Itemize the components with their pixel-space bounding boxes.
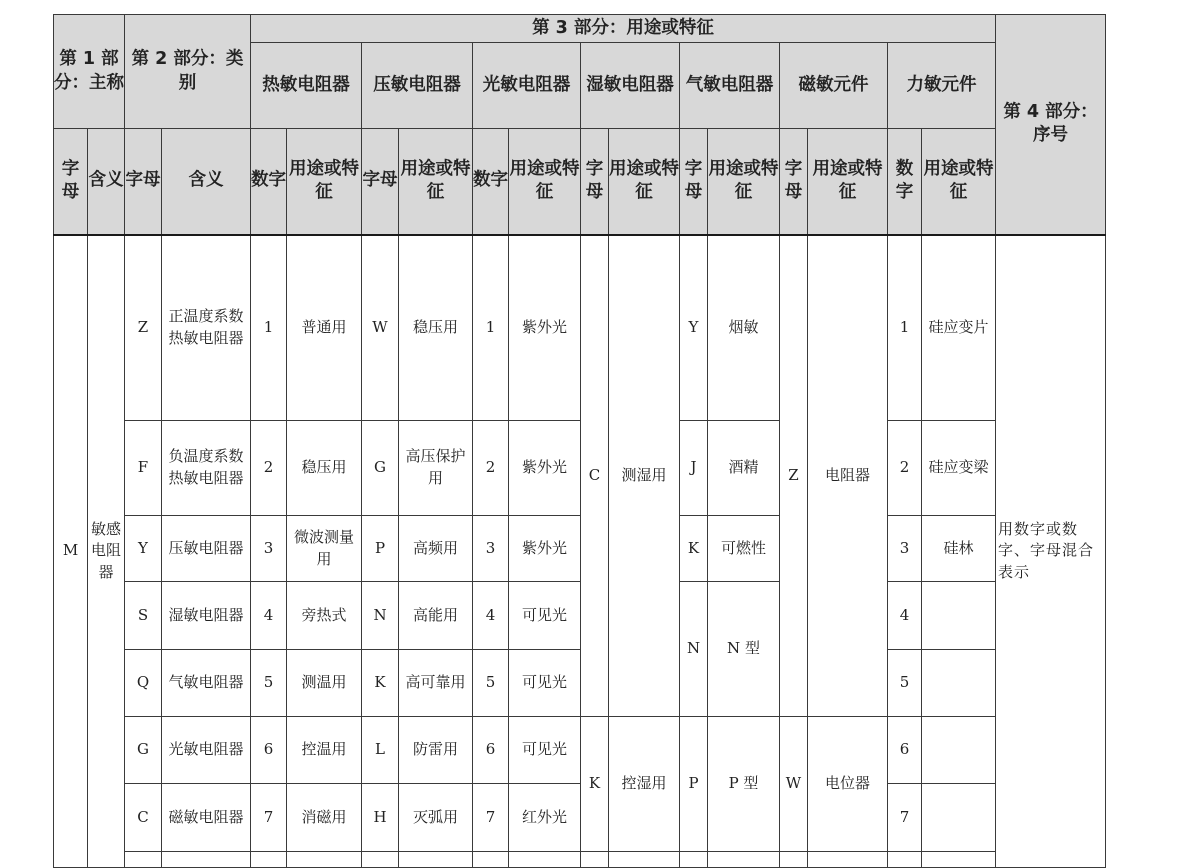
photo-digit: 5 <box>473 650 509 717</box>
category-code: Q <box>125 650 162 717</box>
varistor-letter: P <box>362 516 399 582</box>
force-digit: 3 <box>888 516 922 582</box>
varistor-use: 防雷用 <box>399 717 473 784</box>
force-digit: 4 <box>888 582 922 650</box>
varistor-letter: W <box>362 235 399 421</box>
photo-digit: 3 <box>473 516 509 582</box>
col-use: 用途或特征 <box>808 129 888 235</box>
thermistor-use: 测温用 <box>287 650 362 717</box>
photo-digit: 6 <box>473 717 509 784</box>
force-use: 硅应变梁 <box>922 421 996 516</box>
photo-use: 可见光 <box>509 650 581 717</box>
thermistor-use: 微波测量用 <box>287 516 362 582</box>
photo-use: 可见光 <box>509 582 581 650</box>
magnetic-use: 电阻器 <box>808 235 888 717</box>
force-use: 硅应变片 <box>922 235 996 421</box>
table-cell <box>888 852 922 868</box>
col-use: 用途或特征 <box>609 129 680 235</box>
category-name: 气敏电阻器 <box>162 650 251 717</box>
group-thermistor: 热敏电阻器 <box>251 43 362 129</box>
thermistor-use: 消磁用 <box>287 784 362 852</box>
part2-header: 第 2 部分：类别 <box>125 15 251 129</box>
photo-digit: 4 <box>473 582 509 650</box>
gas-letter: N <box>680 582 708 717</box>
gas-letter: Y <box>680 235 708 421</box>
photo-use: 紫外光 <box>509 421 581 516</box>
gas-letter: P <box>680 717 708 852</box>
thermistor-digit: 4 <box>251 582 287 650</box>
humidity-use: 控湿用 <box>609 717 680 852</box>
category-code: F <box>125 421 162 516</box>
col-digit: 数字 <box>888 129 922 235</box>
thermistor-digit: 5 <box>251 650 287 717</box>
force-use <box>922 784 996 852</box>
varistor-use: 高可靠用 <box>399 650 473 717</box>
force-digit: 6 <box>888 717 922 784</box>
part1-header: 第 1 部分：主称 <box>54 15 125 129</box>
category-code: Z <box>125 235 162 421</box>
main-meaning: 敏感电阻器 <box>88 235 125 868</box>
category-name: 湿敏电阻器 <box>162 582 251 650</box>
table-cell <box>162 852 251 868</box>
varistor-use: 稳压用 <box>399 235 473 421</box>
category-code: S <box>125 582 162 650</box>
photo-use: 紫外光 <box>509 235 581 421</box>
category-code: Y <box>125 516 162 582</box>
category-code: G <box>125 717 162 784</box>
varistor-letter: L <box>362 717 399 784</box>
col-use: 用途或特征 <box>708 129 780 235</box>
col-meaning: 含义 <box>88 129 125 235</box>
force-use <box>922 582 996 650</box>
thermistor-digit: 2 <box>251 421 287 516</box>
group-photoresistor: 光敏电阻器 <box>473 43 581 129</box>
col-letter: 字母 <box>581 129 609 235</box>
photo-use: 可见光 <box>509 717 581 784</box>
category-code: C <box>125 784 162 852</box>
table-cell <box>362 852 399 868</box>
gas-letter: K <box>680 516 708 582</box>
varistor-use: 高频用 <box>399 516 473 582</box>
thermistor-digit: 7 <box>251 784 287 852</box>
thermistor-use: 控温用 <box>287 717 362 784</box>
humidity-letter: K <box>581 717 609 852</box>
photo-digit: 7 <box>473 784 509 852</box>
humidity-use: 测湿用 <box>609 235 680 717</box>
varistor-use: 高压保护用 <box>399 421 473 516</box>
col-letter: 字母 <box>680 129 708 235</box>
category-name: 压敏电阻器 <box>162 516 251 582</box>
table-cell <box>287 852 362 868</box>
group-humidity-resistor: 湿敏电阻器 <box>581 43 680 129</box>
table-cell <box>609 852 680 868</box>
group-varistor: 压敏电阻器 <box>362 43 473 129</box>
thermistor-use: 稳压用 <box>287 421 362 516</box>
thermistor-use: 普通用 <box>287 235 362 421</box>
table-cell <box>808 852 888 868</box>
group-magnetic-element: 磁敏元件 <box>780 43 888 129</box>
force-use: 硅林 <box>922 516 996 582</box>
col-letter: 字母 <box>54 129 88 235</box>
table-cell <box>780 852 808 868</box>
photo-digit: 2 <box>473 421 509 516</box>
table-cell <box>581 852 609 868</box>
force-use <box>922 650 996 717</box>
photo-digit: 1 <box>473 235 509 421</box>
gas-use: 可燃性 <box>708 516 780 582</box>
col-digit: 数字 <box>251 129 287 235</box>
table-cell <box>509 852 581 868</box>
table-cell <box>922 852 996 868</box>
gas-use: P 型 <box>708 717 780 852</box>
main-letter: M <box>54 235 88 868</box>
table-cell <box>708 852 780 868</box>
force-use <box>922 717 996 784</box>
varistor-letter: H <box>362 784 399 852</box>
force-digit: 7 <box>888 784 922 852</box>
part4-header: 第 4 部分：序号 <box>996 15 1106 235</box>
varistor-letter: G <box>362 421 399 516</box>
col-use: 用途或特征 <box>509 129 581 235</box>
table-cell <box>399 852 473 868</box>
thermistor-digit: 1 <box>251 235 287 421</box>
thermistor-digit: 3 <box>251 516 287 582</box>
force-digit: 2 <box>888 421 922 516</box>
table-cell <box>473 852 509 868</box>
magnetic-letter: W <box>780 717 808 852</box>
col-letter: 字母 <box>362 129 399 235</box>
category-name: 光敏电阻器 <box>162 717 251 784</box>
thermistor-digit: 6 <box>251 717 287 784</box>
col-use: 用途或特征 <box>922 129 996 235</box>
group-force-element: 力敏元件 <box>888 43 996 129</box>
table-cell <box>680 852 708 868</box>
thermistor-use: 旁热式 <box>287 582 362 650</box>
col-use: 用途或特征 <box>399 129 473 235</box>
col-letter: 字母 <box>125 129 162 235</box>
part3-header: 第 3 部分：用途或特征 <box>251 15 996 43</box>
varistor-use: 灭弧用 <box>399 784 473 852</box>
varistor-letter: K <box>362 650 399 717</box>
table-cell <box>251 852 287 868</box>
varistor-letter: N <box>362 582 399 650</box>
col-meaning: 含义 <box>162 129 251 235</box>
photo-use: 红外光 <box>509 784 581 852</box>
gas-use: 酒精 <box>708 421 780 516</box>
category-name: 磁敏电阻器 <box>162 784 251 852</box>
gas-use: 烟敏 <box>708 235 780 421</box>
magnetic-letter: Z <box>780 235 808 717</box>
varistor-use: 高能用 <box>399 582 473 650</box>
humidity-letter: C <box>581 235 609 717</box>
col-letter: 字母 <box>780 129 808 235</box>
group-gas-resistor: 气敏电阻器 <box>680 43 780 129</box>
gas-letter: J <box>680 421 708 516</box>
force-digit: 5 <box>888 650 922 717</box>
gas-use: N 型 <box>708 582 780 717</box>
sensitive-resistor-naming-table <box>53 14 1106 868</box>
force-digit: 1 <box>888 235 922 421</box>
col-digit: 数字 <box>473 129 509 235</box>
photo-use: 紫外光 <box>509 516 581 582</box>
category-name: 正温度系数热敏电阻器 <box>162 235 251 421</box>
serial-note: 用数字或数字、字母混合表示 <box>996 235 1106 868</box>
magnetic-use: 电位器 <box>808 717 888 852</box>
category-name: 负温度系数热敏电阻器 <box>162 421 251 516</box>
table-cell <box>125 852 162 868</box>
col-use: 用途或特征 <box>287 129 362 235</box>
